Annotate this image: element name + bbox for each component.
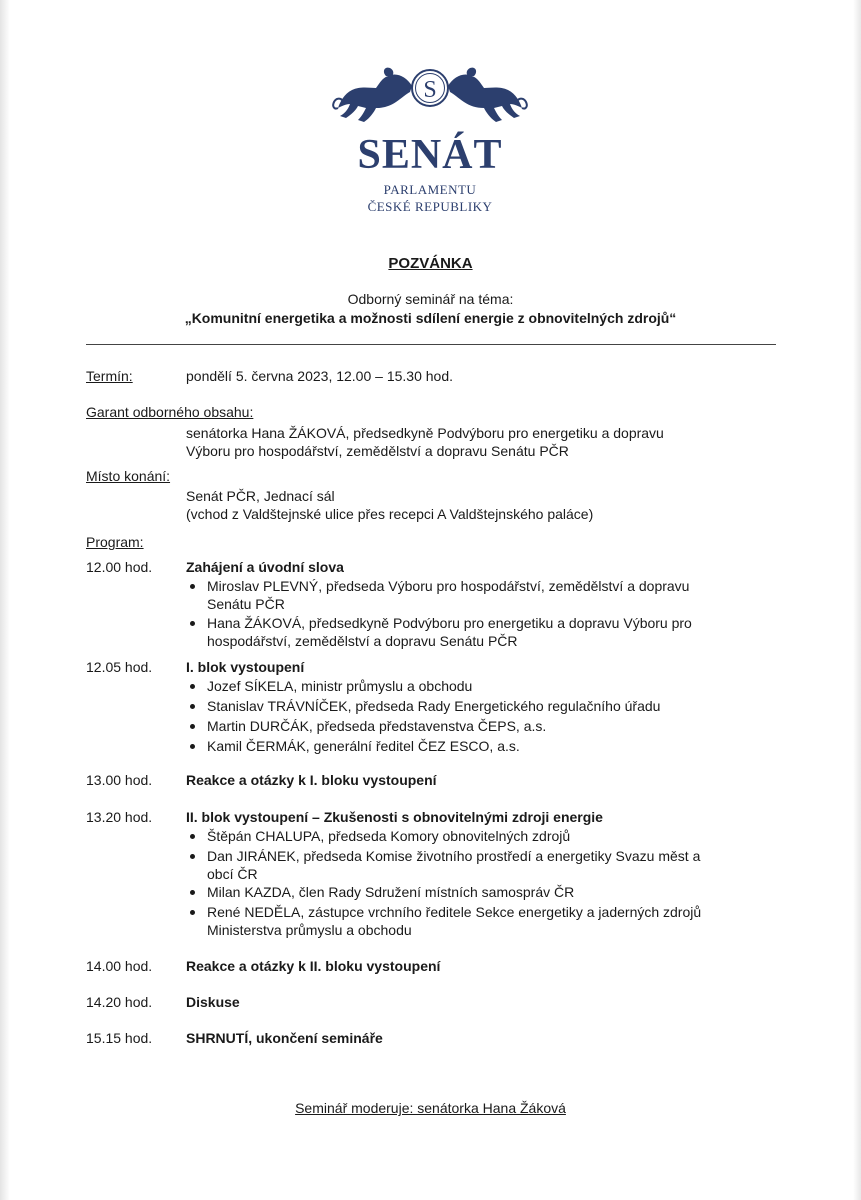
speaker-line: Hana ŽÁKOVÁ, předsedkyně Podvýboru pro energetiku a dopravu Výboru pro [207,615,692,631]
bullet-icon [190,621,195,626]
speaker-line: René NEDĚLA, zástupce vrchního ředitele Sekce energetiky a jaderných zdrojů [207,904,702,920]
speaker-line: Štěpán CHALUPA, předseda Komory obnovitelných zdrojů [207,828,571,844]
program-time: 13.20 hod. [86,809,153,825]
bullet-icon [190,854,195,859]
svg-text:S: S [423,77,437,103]
bullet-icon [190,744,195,749]
speaker-line: Kamil ČERMÁK, generální ředitel ČEZ ESCO, a.s. [207,738,520,754]
program-time: 14.20 hod. [86,994,153,1010]
program-time: 15.15 hod. [86,1030,153,1046]
logo-line-parlamentu: PARLAMENTU [383,182,477,197]
program-time: 14.00 hod. [86,958,153,974]
bullet-icon [190,704,195,709]
program-heading: Zahájení a úvodní slova [186,559,344,575]
bullet-icon [190,724,195,729]
bullet-icon [190,584,195,589]
garant-line: Výboru pro hospodářství, zemědělství a dopravu Senátu PČR [186,443,569,459]
speaker-line: Milan KAZDA, člen Rady Sdružení místních samospráv ČR [207,884,575,900]
seminar-subtitle: Odborný seminář na téma: [347,291,514,307]
misto-line: Senát PČR, Jednací sál [186,488,335,504]
misto-label: Místo konání: [86,468,171,484]
page-shadow-right [853,0,861,1200]
speaker-line: Martin DURČÁK, předseda představenstva ČEPS, a.s. [207,718,547,734]
program-label: Program: [86,534,144,550]
moderator-note: Seminář moderuje: senátorka Hana Žáková [295,1100,566,1116]
bullet-icon [190,890,195,895]
logo-senat-text: SENÁT [357,132,503,178]
speaker-line: Dan JIRÁNEK, předseda Komise životního prostředí a energetiky Svazu měst a [207,848,701,864]
speaker-line: Ministerstva průmyslu a obchodu [207,922,412,938]
program-heading: Reakce a otázky k II. bloku vystoupení [186,958,441,974]
divider-line [86,344,776,345]
page-shadow-left [0,0,10,1200]
seminar-topic: „Komunitní energetika a možnosti sdílení energie z obnovitelných zdrojů“ [184,310,677,326]
senat-emblem-icon [330,62,530,132]
termin-value: pondělí 5. června 2023, 12.00 – 15.30 hod. [186,368,453,384]
program-time: 12.00 hod. [86,559,153,575]
speaker-line: Miroslav PLEVNÝ, předseda Výboru pro hospodářství, zemědělství a dopravu [207,578,690,594]
garant-label: Garant odborného obsahu: [86,404,254,420]
garant-line: senátorka Hana ŽÁKOVÁ, předsedkyně Podvýboru pro energetiku a dopravu [186,425,664,441]
program-heading: II. blok vystoupení – Zkušenosti s obnovitelnými zdroji energie [186,809,603,825]
termin-label: Termín: [86,368,133,384]
speaker-line: Stanislav TRÁVNÍČEK, předseda Rady Energetického regulačního úřadu [207,698,661,714]
speaker-line: hospodářství, zemědělství a dopravu Senátu PČR [207,633,518,649]
document-title: POZVÁNKA [388,255,473,272]
program-heading: Reakce a otázky k I. bloku vystoupení [186,772,437,788]
bullet-icon [190,684,195,689]
senat-logo [330,62,530,217]
misto-line: (vchod z Valdštejnské ulice přes recepci A Valdštejnského paláce) [186,506,594,522]
bullet-icon [190,910,195,915]
speaker-line: Senátu PČR [207,596,285,612]
program-time: 13.00 hod. [86,772,153,788]
logo-line-ceske-republiky: ČESKÉ REPUBLIKY [367,199,493,214]
program-heading: Diskuse [186,994,240,1010]
program-heading: I. blok vystoupení [186,659,305,675]
bullet-icon [190,834,195,839]
speaker-line: Jozef SÍKELA, ministr průmyslu a obchodu [207,678,473,694]
program-heading: SHRNUTÍ, ukončení semináře [186,1030,383,1046]
speaker-line: obcí ČR [207,866,258,882]
program-time: 12.05 hod. [86,659,153,675]
